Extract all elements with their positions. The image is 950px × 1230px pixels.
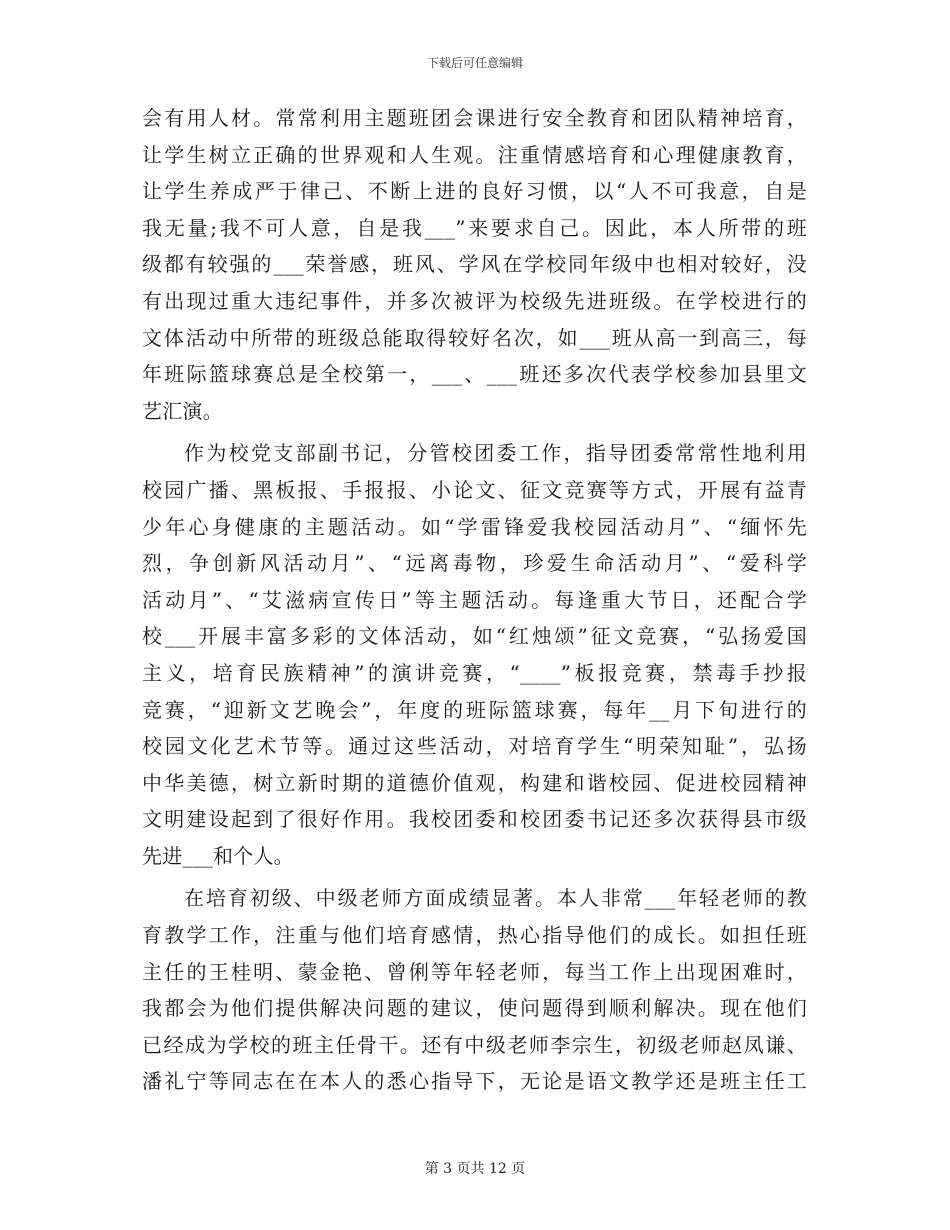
text-line: 文体活动中所带的班级总能取得较好名次，如___班从高一到高三，每 bbox=[142, 325, 807, 350]
text-line: 我都会为他们提供解决问题的建议，使问题得到顺利解决。现在他们 bbox=[142, 996, 807, 1021]
text-line: 少年心身健康的主题活动。如“学雷锋爱我校园活动月”、“缅怀先 bbox=[142, 514, 807, 539]
text-line: 校___开展丰富多彩的文体活动，如“红烛颂”征文竞赛，“弘扬爱国 bbox=[142, 624, 807, 649]
text-line: 中华美德，树立新时期的道德价值观，构建和谐校园、促进校园精神 bbox=[142, 770, 807, 795]
text-line: 烈，争创新风活动月”、“远离毒物，珍爱生命活动月”、“爱科学 bbox=[142, 551, 807, 576]
document-body bbox=[142, 100, 807, 1106]
text-line: 先进___和个人。 bbox=[142, 843, 294, 868]
paragraph-3 bbox=[142, 880, 807, 1100]
text-line: 潘礼宁等同志在在本人的悉心指导下，无论是语文教学还是班主任工 bbox=[142, 1069, 807, 1094]
paragraph-1 bbox=[142, 100, 807, 429]
text-line: 艺汇演。 bbox=[142, 398, 223, 423]
text-line: 让学生树立正确的世界观和人生观。注重情感培育和心理健康教育， bbox=[142, 142, 807, 167]
text-line: 校园广播、黑板报、手报报、小论文、征文竞赛等方式，开展有益青 bbox=[142, 477, 807, 502]
text-line: 已经成为学校的班主任骨干。还有中级老师李宗生，初级老师赵凤谦、 bbox=[142, 1032, 807, 1057]
text-line: 竞赛，“迎新文艺晚会”，年度的班际篮球赛，每年__月下旬进行的 bbox=[142, 697, 807, 722]
text-line: 主任的王桂明、蒙金艳、曾俐等年轻老师，每当工作上出现困难时， bbox=[142, 959, 807, 984]
text-line: 作为校党支部副书记，分管校团委工作，指导团委常常性地利用 bbox=[184, 441, 807, 466]
text-line: 在培育初级、中级老师方面成绩显著。本人非常___年轻老师的教 bbox=[184, 886, 807, 911]
text-line: 主义，培育民族精神”的演讲竞赛，“____”板报竞赛，禁毒手抄报 bbox=[142, 660, 807, 685]
text-line: 年班际篮球赛总是全校第一，___、___班还多次代表学校参加县里文 bbox=[142, 362, 807, 387]
text-line: 育教学工作，注重与他们培育感情，热心指导他们的成长。如担任班 bbox=[142, 923, 807, 948]
paragraph-2 bbox=[142, 435, 807, 874]
page-header: 下载后可任意编辑 bbox=[426, 56, 523, 70]
text-line: 级都有较强的___荣誉感，班风、学风在学校同年级中也相对较好，没 bbox=[142, 252, 807, 277]
text-line: 会有用人材。常常利用主题班团会课进行安全教育和团队精神培育， bbox=[142, 106, 807, 130]
text-line: 有出现过重大违纪事件，并多次被评为校级先进班级。在学校进行的 bbox=[142, 288, 807, 313]
page-number-footer: 第 3 页共 12 页 bbox=[424, 1161, 526, 1177]
text-line: 校园文化艺术节等。通过这些活动，对培育学生“明荣知耻”，弘扬 bbox=[142, 734, 807, 759]
text-line: 活动月”、“艾滋病宣传日”等主题活动。每逢重大节日，还配合学 bbox=[142, 587, 807, 612]
text-line: 让学生养成严于律己、不断上进的良好习惯，以“人不可我意，自是 bbox=[142, 179, 807, 204]
text-line: 我无量;我不可人意，自是我___”来要求自己。因此，本人所带的班 bbox=[142, 215, 807, 240]
text-line: 文明建设起到了很好作用。我校团委和校团委书记还多次获得县市级 bbox=[142, 807, 807, 832]
